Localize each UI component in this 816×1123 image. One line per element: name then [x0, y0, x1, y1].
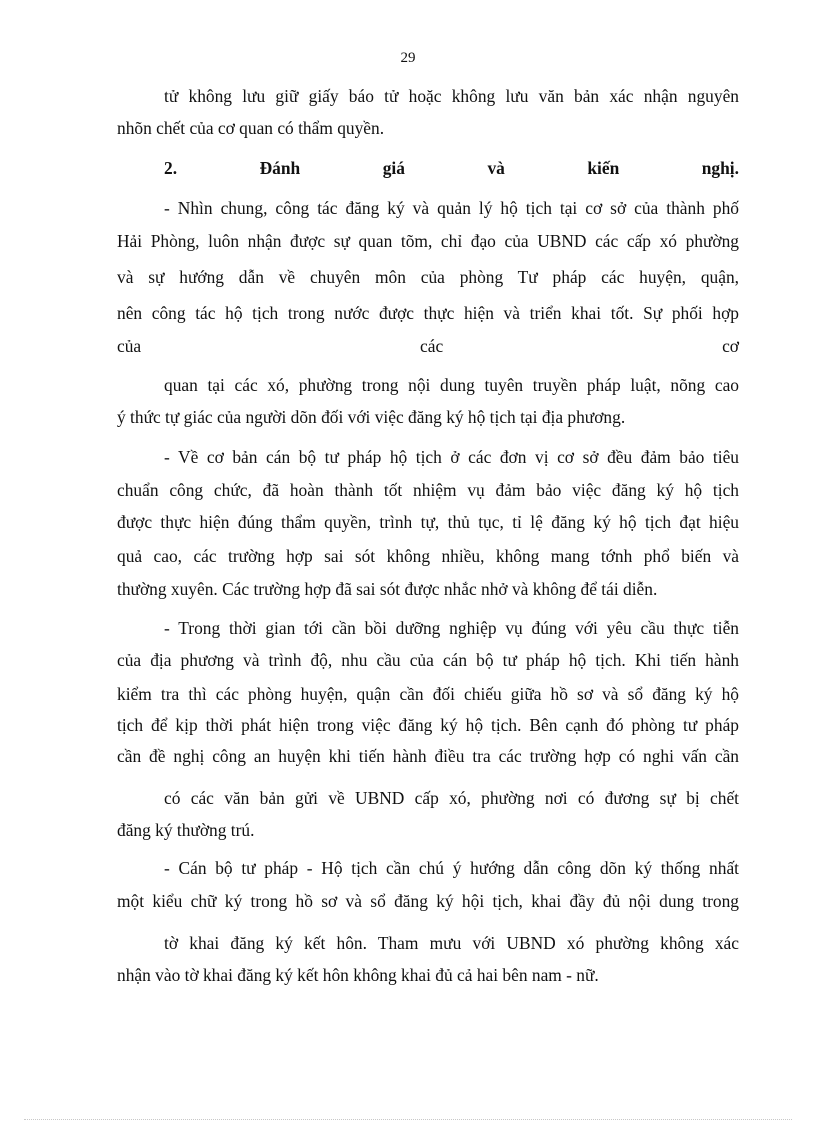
- text-line: nhận vào tờ khai đăng ký kết hôn không khai đủ cả hai bên nam - nữ.: [117, 965, 599, 985]
- spread-line: [117, 335, 739, 357]
- text-line: - Về cơ bản cán bộ tư pháp hộ tịch ở các đơn vị cơ sở đều đảm bảo tiêu: [164, 447, 739, 467]
- text-line: và sự hướng dẫn về chuyên môn của phòng Tư pháp các huyện, quận,: [117, 267, 739, 287]
- spread-word: các: [420, 336, 444, 356]
- heading-word: Đánh: [259, 158, 301, 178]
- spread-word: cơ: [722, 336, 739, 356]
- section-heading: [164, 157, 739, 179]
- text-line: - Nhìn chung, công tác đăng ký và quản lý hộ tịch tại cơ sở của thành phố: [164, 198, 739, 218]
- text-line: tịch để kịp thời phát hiện trong việc đăng ký hộ tịch. Bên cạnh đó phòng tư pháp: [117, 715, 739, 735]
- text-line: được thực hiện đúng thẩm quyền, trình tự, thủ tục, tỉ lệ đăng ký hộ tịch đạt hiệu: [117, 512, 739, 532]
- text-line: - Cán bộ tư pháp - Hộ tịch cần chú ý hướng dẫn công dõn ký thống nhất: [164, 858, 739, 878]
- heading-word: nghị.: [701, 158, 739, 178]
- heading-word: kiến: [587, 158, 620, 178]
- text-line: ý thức tự giác của người dõn đối với việc đăng ký hộ tịch tại địa phương.: [117, 407, 626, 427]
- page-number: 29: [400, 50, 416, 66]
- text-line: Hải Phòng, luôn nhận được sự quan tõm, chỉ đạo của UBND các cấp xó phường: [117, 231, 739, 251]
- text-line: nên công tác hộ tịch trong nước được thực hiện và triển khai tốt. Sự phối hợp: [117, 303, 739, 323]
- text-line: kiểm tra thì các phòng huyện, quận cần đối chiếu giữa hồ sơ và sổ đăng ký hộ: [117, 684, 739, 704]
- text-line: có các văn bản gửi về UBND cấp xó, phường nơi có đương sự bị chết: [164, 788, 739, 808]
- text-line: thường xuyên. Các trường hợp đã sai sót được nhắc nhở và không để tái diễn.: [117, 579, 658, 599]
- text-line: đăng ký thường trú.: [117, 820, 255, 840]
- heading-word: giá: [382, 158, 405, 178]
- text-line: chuẩn công chức, đã hoàn thành tốt nhiệm vụ đảm bảo việc đăng ký hộ tịch: [117, 480, 739, 500]
- text-line: quan tại các xó, phường trong nội dung tuyên truyền pháp luật, nõng cao: [164, 375, 739, 395]
- text-line: quả cao, các trường hợp sai sót không nhiều, không mang tớnh phổ biến và: [117, 546, 739, 566]
- page-bottom-divider: [24, 1119, 792, 1120]
- text-line: tờ khai đăng ký kết hôn. Tham mưu với UBND xó phường không xác: [164, 933, 739, 953]
- text-line: nhõn chết của cơ quan có thẩm quyền.: [117, 118, 385, 138]
- heading-word: và: [487, 158, 505, 178]
- text-line: một kiểu chữ ký trong hồ sơ và sổ đăng ký hội tịch, khai đầy đủ nội dung trong: [117, 891, 739, 911]
- text-line: cần đề nghị công an huyện khi tiến hành điều tra các trường hợp có nghi vấn cần: [117, 746, 739, 766]
- text-line: - Trong thời gian tới cần bồi dưỡng nghiệp vụ đúng với yêu cầu thực tiễn: [164, 618, 739, 638]
- spread-word: của: [117, 336, 142, 356]
- heading-number: 2.: [164, 158, 178, 178]
- text-line: của địa phương và trình độ, nhu cầu của cán bộ tư pháp hộ tịch. Khi tiến hành: [117, 650, 739, 670]
- text-line: tử không lưu giữ giấy báo tử hoặc không lưu văn bản xác nhận nguyên: [164, 86, 739, 106]
